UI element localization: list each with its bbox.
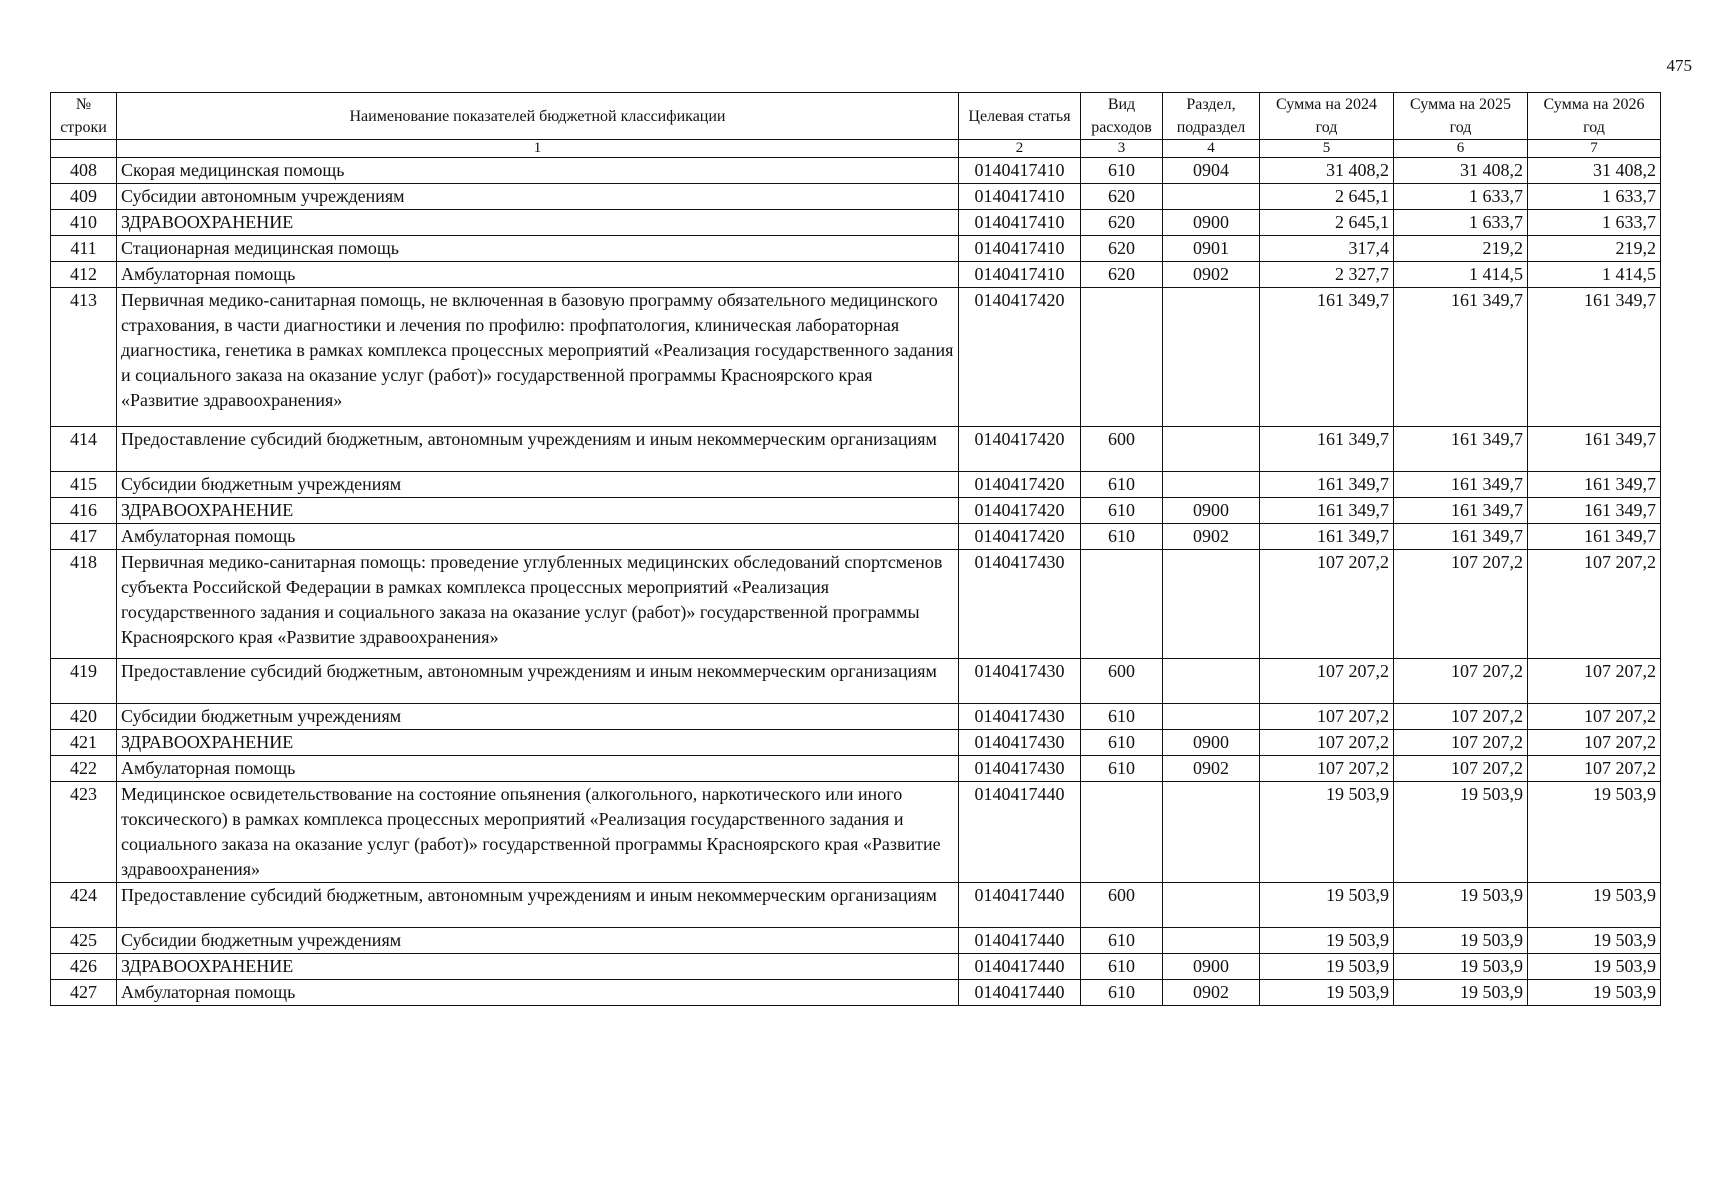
indicator-name: Субсидии бюджетным учреждениям	[117, 928, 959, 954]
expense-type: 610	[1081, 524, 1163, 550]
target-article: 0140417410	[959, 262, 1081, 288]
table-row	[51, 427, 1661, 472]
indicator-name: Амбулаторная помощь	[117, 524, 959, 550]
expense-type: 610	[1081, 498, 1163, 524]
section-code	[1163, 550, 1260, 659]
row-number: 416	[51, 498, 117, 524]
sum-2024: 19 503,9	[1260, 782, 1394, 883]
expense-type: 610	[1081, 928, 1163, 954]
indicator-name: Субсидии бюджетным учреждениям	[117, 704, 959, 730]
header-row-number: № строки	[51, 93, 117, 140]
sum-2026: 107 207,2	[1528, 756, 1661, 782]
table-row	[51, 210, 1661, 236]
sum-2026: 1 414,5	[1528, 262, 1661, 288]
sum-2024: 107 207,2	[1260, 756, 1394, 782]
sum-2026: 107 207,2	[1528, 704, 1661, 730]
sum-2026: 1 633,7	[1528, 184, 1661, 210]
target-article: 0140417420	[959, 524, 1081, 550]
expense-type	[1081, 550, 1163, 659]
sum-2025: 219,2	[1394, 236, 1528, 262]
expense-type: 610	[1081, 704, 1163, 730]
indicator-name: Стационарная медицинская помощь	[117, 236, 959, 262]
row-number: 417	[51, 524, 117, 550]
page-number: 475	[1666, 56, 1692, 75]
sum-2024: 107 207,2	[1260, 704, 1394, 730]
sum-2024: 161 349,7	[1260, 288, 1394, 427]
sum-2024: 161 349,7	[1260, 498, 1394, 524]
expense-type: 620	[1081, 210, 1163, 236]
expense-type: 600	[1081, 427, 1163, 472]
expense-type: 600	[1081, 659, 1163, 704]
sum-2026: 19 503,9	[1528, 928, 1661, 954]
table-row	[51, 524, 1661, 550]
header-row	[51, 93, 1661, 140]
table-row	[51, 730, 1661, 756]
header-expense-type: Вид расходов	[1081, 93, 1163, 140]
sum-2025: 107 207,2	[1394, 550, 1528, 659]
target-article: 0140417430	[959, 730, 1081, 756]
indicator-name: Медицинское освидетельствование на состояние опьянения (алкогольного, наркотического или иного токсического) в рамках комплекса процессных мероприятий «Реализация государственного задания и социального заказа на оказание услуг (работ)» государственной программы Красноярского края «Развитие здравоохранения»	[117, 782, 959, 883]
sum-2024: 2 645,1	[1260, 184, 1394, 210]
sum-2024: 107 207,2	[1260, 550, 1394, 659]
sum-2024: 19 503,9	[1260, 954, 1394, 980]
header-sum-2026: Сумма на 2026 год	[1528, 93, 1661, 140]
column-numbers-row	[51, 140, 1661, 158]
table-row	[51, 184, 1661, 210]
expense-type: 600	[1081, 883, 1163, 928]
sum-2024: 317,4	[1260, 236, 1394, 262]
section-code: 0902	[1163, 262, 1260, 288]
target-article: 0140417420	[959, 498, 1081, 524]
indicator-name: ЗДРАВООХРАНЕНИЕ	[117, 210, 959, 236]
section-code	[1163, 288, 1260, 427]
row-number: 411	[51, 236, 117, 262]
target-article: 0140417410	[959, 184, 1081, 210]
table-row	[51, 782, 1661, 883]
section-code: 0904	[1163, 158, 1260, 184]
table-row	[51, 288, 1661, 427]
section-code: 0902	[1163, 756, 1260, 782]
table-row	[51, 883, 1661, 928]
row-number: 426	[51, 954, 117, 980]
section-code	[1163, 184, 1260, 210]
target-article: 0140417420	[959, 472, 1081, 498]
indicator-name: Первичная медико-санитарная помощь, не включенная в базовую программу обязательного медицинского страхования, в части диагностики и лечения по профилю: профпатология, клиническая лабораторная диагностика, генетика в рамках комплекса процессных мероприятий «Реализация государственного задания и социального заказа на оказание услуг (работ)» государственной программы Красноярского края «Развитие здравоохранения»	[117, 288, 959, 427]
row-number: 420	[51, 704, 117, 730]
row-number: 422	[51, 756, 117, 782]
table-row	[51, 550, 1661, 659]
budget-table	[50, 92, 1661, 1006]
sum-2025: 107 207,2	[1394, 704, 1528, 730]
target-article: 0140417440	[959, 928, 1081, 954]
column-number-empty	[51, 140, 117, 158]
row-number: 415	[51, 472, 117, 498]
target-article: 0140417440	[959, 883, 1081, 928]
sum-2025: 31 408,2	[1394, 158, 1528, 184]
table-row	[51, 928, 1661, 954]
sum-2024: 2 645,1	[1260, 210, 1394, 236]
sum-2024: 161 349,7	[1260, 472, 1394, 498]
target-article: 0140417410	[959, 236, 1081, 262]
row-number: 412	[51, 262, 117, 288]
indicator-name: Предоставление субсидий бюджетным, автономным учреждениям и иным некоммерческим организациям	[117, 427, 959, 472]
expense-type: 610	[1081, 730, 1163, 756]
sum-2024: 31 408,2	[1260, 158, 1394, 184]
section-code	[1163, 427, 1260, 472]
expense-type: 610	[1081, 158, 1163, 184]
section-code	[1163, 782, 1260, 883]
sum-2026: 161 349,7	[1528, 524, 1661, 550]
column-number: 2	[959, 140, 1081, 158]
target-article: 0140417410	[959, 158, 1081, 184]
sum-2024: 19 503,9	[1260, 883, 1394, 928]
sum-2026: 31 408,2	[1528, 158, 1661, 184]
row-number: 419	[51, 659, 117, 704]
sum-2025: 1 633,7	[1394, 184, 1528, 210]
target-article: 0140417430	[959, 659, 1081, 704]
row-number: 409	[51, 184, 117, 210]
header-section: Раздел, подраздел	[1163, 93, 1260, 140]
row-number: 424	[51, 883, 117, 928]
expense-type	[1081, 782, 1163, 883]
expense-type: 620	[1081, 262, 1163, 288]
row-number: 418	[51, 550, 117, 659]
sum-2026: 19 503,9	[1528, 782, 1661, 883]
table-row	[51, 704, 1661, 730]
sum-2026: 107 207,2	[1528, 659, 1661, 704]
expense-type: 620	[1081, 184, 1163, 210]
indicator-name: ЗДРАВООХРАНЕНИЕ	[117, 730, 959, 756]
target-article: 0140417430	[959, 550, 1081, 659]
sum-2025: 19 503,9	[1394, 928, 1528, 954]
sum-2025: 107 207,2	[1394, 756, 1528, 782]
expense-type: 620	[1081, 236, 1163, 262]
section-code	[1163, 928, 1260, 954]
sum-2025: 161 349,7	[1394, 288, 1528, 427]
section-code: 0900	[1163, 954, 1260, 980]
sum-2024: 19 503,9	[1260, 980, 1394, 1006]
expense-type: 610	[1081, 980, 1163, 1006]
target-article: 0140417440	[959, 954, 1081, 980]
indicator-name: Предоставление субсидий бюджетным, автономным учреждениям и иным некоммерческим организациям	[117, 659, 959, 704]
sum-2025: 19 503,9	[1394, 782, 1528, 883]
section-code: 0900	[1163, 498, 1260, 524]
table-row	[51, 262, 1661, 288]
row-number: 425	[51, 928, 117, 954]
sum-2025: 107 207,2	[1394, 659, 1528, 704]
target-article: 0140417430	[959, 704, 1081, 730]
target-article: 0140417430	[959, 756, 1081, 782]
table-row	[51, 659, 1661, 704]
sum-2025: 161 349,7	[1394, 472, 1528, 498]
indicator-name: ЗДРАВООХРАНЕНИЕ	[117, 498, 959, 524]
sum-2024: 161 349,7	[1260, 427, 1394, 472]
section-code: 0900	[1163, 730, 1260, 756]
section-code: 0901	[1163, 236, 1260, 262]
sum-2026: 161 349,7	[1528, 498, 1661, 524]
section-code	[1163, 883, 1260, 928]
sum-2024: 19 503,9	[1260, 928, 1394, 954]
target-article: 0140417440	[959, 782, 1081, 883]
row-number: 408	[51, 158, 117, 184]
indicator-name: Субсидии автономным учреждениям	[117, 184, 959, 210]
indicator-name: Амбулаторная помощь	[117, 262, 959, 288]
sum-2025: 161 349,7	[1394, 498, 1528, 524]
header-sum-2025: Сумма на 2025 год	[1394, 93, 1528, 140]
sum-2025: 19 503,9	[1394, 980, 1528, 1006]
column-number: 6	[1394, 140, 1528, 158]
indicator-name: ЗДРАВООХРАНЕНИЕ	[117, 954, 959, 980]
sum-2026: 19 503,9	[1528, 980, 1661, 1006]
sum-2026: 19 503,9	[1528, 954, 1661, 980]
sum-2024: 2 327,7	[1260, 262, 1394, 288]
target-article: 0140417420	[959, 427, 1081, 472]
sum-2026: 19 503,9	[1528, 883, 1661, 928]
sum-2026: 219,2	[1528, 236, 1661, 262]
sum-2025: 1 633,7	[1394, 210, 1528, 236]
section-code	[1163, 472, 1260, 498]
target-article: 0140417410	[959, 210, 1081, 236]
sum-2026: 161 349,7	[1528, 427, 1661, 472]
indicator-name: Первичная медико-санитарная помощь: проведение углубленных медицинских обследований спортсменов субъекта Российской Федерации в рамках комплекса процессных мероприятий «Реализация государственного задания и социального заказа на оказание услуг (работ)» государственной программы Красноярского края «Развитие здравоохранения»	[117, 550, 959, 659]
indicator-name: Амбулаторная помощь	[117, 980, 959, 1006]
sum-2026: 161 349,7	[1528, 288, 1661, 427]
row-number: 410	[51, 210, 117, 236]
sum-2026: 107 207,2	[1528, 550, 1661, 659]
sum-2025: 19 503,9	[1394, 883, 1528, 928]
table-row	[51, 236, 1661, 262]
sum-2025: 1 414,5	[1394, 262, 1528, 288]
target-article: 0140417440	[959, 980, 1081, 1006]
table-row	[51, 980, 1661, 1006]
target-article: 0140417420	[959, 288, 1081, 427]
section-code	[1163, 704, 1260, 730]
section-code: 0900	[1163, 210, 1260, 236]
table-row	[51, 756, 1661, 782]
table-row	[51, 498, 1661, 524]
sum-2026: 1 633,7	[1528, 210, 1661, 236]
expense-type: 610	[1081, 472, 1163, 498]
row-number: 421	[51, 730, 117, 756]
sum-2024: 161 349,7	[1260, 524, 1394, 550]
table-row	[51, 472, 1661, 498]
sum-2025: 19 503,9	[1394, 954, 1528, 980]
expense-type	[1081, 288, 1163, 427]
table-header	[51, 93, 1661, 158]
header-indicator-name: Наименование показателей бюджетной классификации	[117, 93, 959, 140]
row-number: 414	[51, 427, 117, 472]
column-number: 7	[1528, 140, 1661, 158]
sum-2025: 161 349,7	[1394, 524, 1528, 550]
header-sum-2024: Сумма на 2024 год	[1260, 93, 1394, 140]
section-code	[1163, 659, 1260, 704]
section-code: 0902	[1163, 980, 1260, 1006]
sum-2025: 161 349,7	[1394, 427, 1528, 472]
sum-2025: 107 207,2	[1394, 730, 1528, 756]
sum-2026: 107 207,2	[1528, 730, 1661, 756]
indicator-name: Скорая медицинская помощь	[117, 158, 959, 184]
row-number: 423	[51, 782, 117, 883]
indicator-name: Амбулаторная помощь	[117, 756, 959, 782]
table-row	[51, 954, 1661, 980]
column-number: 5	[1260, 140, 1394, 158]
row-number: 413	[51, 288, 117, 427]
expense-type: 610	[1081, 756, 1163, 782]
column-number: 3	[1081, 140, 1163, 158]
section-code: 0902	[1163, 524, 1260, 550]
sum-2026: 161 349,7	[1528, 472, 1661, 498]
table-row	[51, 158, 1661, 184]
indicator-name: Субсидии бюджетным учреждениям	[117, 472, 959, 498]
indicator-name: Предоставление субсидий бюджетным, автономным учреждениям и иным некоммерческим организациям	[117, 883, 959, 928]
header-target-article: Целевая статья	[959, 93, 1081, 140]
sum-2024: 107 207,2	[1260, 730, 1394, 756]
expense-type: 610	[1081, 954, 1163, 980]
row-number: 427	[51, 980, 117, 1006]
column-number: 1	[117, 140, 959, 158]
column-number: 4	[1163, 140, 1260, 158]
sum-2024: 107 207,2	[1260, 659, 1394, 704]
table-body	[51, 158, 1661, 1006]
